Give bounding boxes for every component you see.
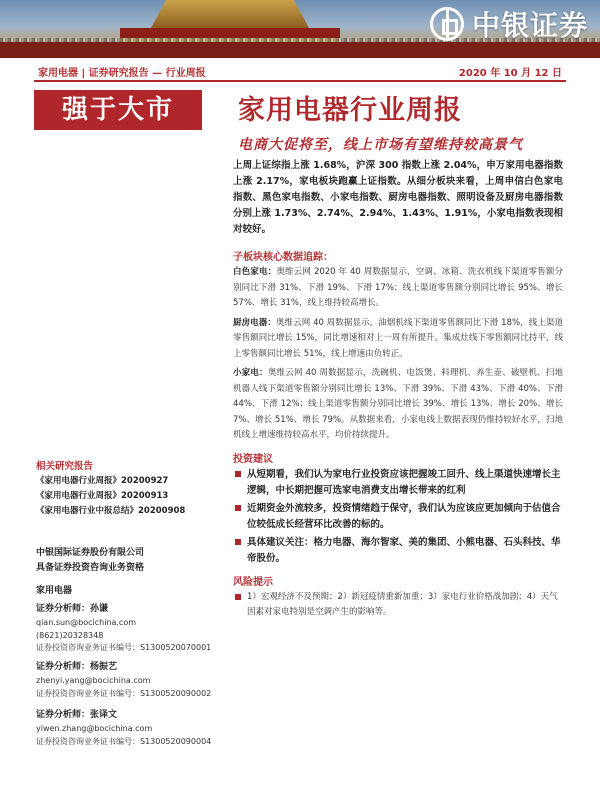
block-lead: 厨房电器： [233, 317, 276, 328]
block-lead: 小家电： [233, 368, 268, 378]
risk-text: 1）宏观经济不及预期；2）新冠疫情重新加重；3）家电行业价格战加剧；4）天气因素对家电特别是空调产生的影响等。 [233, 590, 563, 621]
investment-item: 具体建议关注：格力电器、海尔智家、美的集团、小熊电器、石头科技、华帝股份。 [233, 535, 563, 567]
brand-name: 中银证券 [471, 9, 588, 42]
risk-title: 风险提示 [233, 576, 273, 588]
boc-logo-icon [430, 7, 464, 41]
qualification: 具备证券投资咨询业务资格 [36, 563, 145, 573]
header-banner [0, 0, 600, 58]
report-date: 2020 年 10 月 12 日 [458, 68, 562, 79]
block-text: 奥维云网 2020 年 40 周数据显示，空调、冰箱、洗衣机线下渠道零售额分别同比下滑 31%、下滑 19%、下滑 17%；线上渠道零售额分别同比增长 95%、增长 57%、增长 31%，线上维持较高增长。 [233, 267, 563, 308]
analyst-3 [36, 708, 216, 748]
block-lead: 白色家电： [233, 267, 277, 277]
small-appliance-block [233, 366, 563, 444]
white-appliance-block [233, 265, 563, 312]
analyst-email[interactable]: zhenyi.yang@bocichina.com [36, 676, 151, 685]
related-report-link[interactable]: 《家用电器行业周报》20200913 [36, 491, 169, 501]
header-rule [34, 80, 566, 82]
company-name: 中银国际证券股份有限公司 [36, 548, 145, 558]
palace-roof-image [150, 0, 310, 30]
analyst-cert: 证券投资咨询业务证书编号：S1300520090004 [36, 736, 212, 746]
investment-item: 从短期看，我们认为家电行业投资应该把握竣工回升、线上渠道快速增长主逻辑，中长期把握可选家电消费支出增长带来的红利 [233, 467, 563, 499]
analyst-2 [36, 660, 216, 700]
kitchen-appliance-block [233, 316, 563, 363]
analyst-name: 证券分析师：张译文 [36, 710, 118, 720]
red-wall-image [0, 42, 600, 58]
analyst-name: 证券分析师：孙谦 [36, 604, 109, 614]
analyst-phone: (8621)20328348 [36, 630, 104, 640]
brand [430, 4, 588, 44]
breadcrumb: 家用电器 | 证券研究报告 — 行业周报 [38, 68, 206, 79]
main-content [233, 158, 563, 621]
analyst-email[interactable]: yiwen.zhang@bocichina.com [36, 724, 153, 733]
rating-badge: 强于大市 [34, 90, 202, 130]
related-title: 相关研究报告 [36, 461, 94, 472]
investment-item: 近期资金外流较多，投资情绪趋于保守，我们认为应该应更加倾向于估值合位较低成长经营环比改善的标的。 [233, 501, 563, 533]
analyst-cert: 证券投资咨询业务证书编号：S1300520070001 [36, 643, 212, 652]
related-report-link[interactable]: 《家用电器行业中报总结》20200908 [36, 506, 186, 516]
core-data-title: 子板块核心数据追踪： [233, 252, 333, 263]
block-text: 奥维云网 40 周数据显示，油烟机线下渠道零售额同比下滑 18%，线上渠道零售额同比增长 15%，同比增速相对上一周有所提升。集成灶线下零售额同比持平，线上零售额同比增长 51%，线上增速由负转正。 [233, 317, 563, 359]
investment-title: 投资建议 [233, 453, 273, 465]
analyst-1 [36, 602, 216, 655]
related-report-link[interactable]: 《家用电器行业周报》20200927 [36, 476, 169, 486]
report-title: 家用电器行业周报 [238, 95, 462, 126]
sector-label-box [36, 584, 216, 599]
report-subtitle: 电商大促将至，线上市场有望维持较高景气 [238, 137, 523, 153]
analyst-name: 证券分析师：杨振艺 [36, 662, 118, 672]
analyst-email[interactable]: qian.sun@bocichina.com [36, 618, 137, 627]
related-reports [36, 458, 216, 519]
block-text: 奥维云网 40 周数据显示，洗碗机、电饭煲、料理机、养生壶、破壁机、扫地机器人线下渠道零售额分别同比增长 13%、下滑 39%、下滑 43%、下滑 40%、下滑 44%、下滑 12%；线上渠道零售额分别同比增长 39%、增长 13%、增长 20%、增长 7%、增长 51%、增长 79%。从数据来看，小家电线上数据表现仍维持较好水平，扫地机线上增速维持较高水平，均价持续提升。 [233, 368, 563, 440]
company-info [36, 546, 216, 576]
summary-paragraph: 上周上证综指上涨 1.68%，沪深 300 指数上涨 2.04%，申万家用电器指数上涨 2.17%，家电板块跑赢上证指数。从细分板块来看，上周申信白色家电指数、黑色家电指数、小家电指数、厨房电器指数、照明设备及厨房电器指数分别上涨 1.73%、2.74%、2.94%、1.43%、1.91%，小家电指数表现相对较好。 [233, 160, 563, 235]
analyst-cert: 证券投资咨询业务证书编号：S1300520090002 [36, 688, 212, 698]
sector-label: 家用电器 [36, 586, 73, 596]
